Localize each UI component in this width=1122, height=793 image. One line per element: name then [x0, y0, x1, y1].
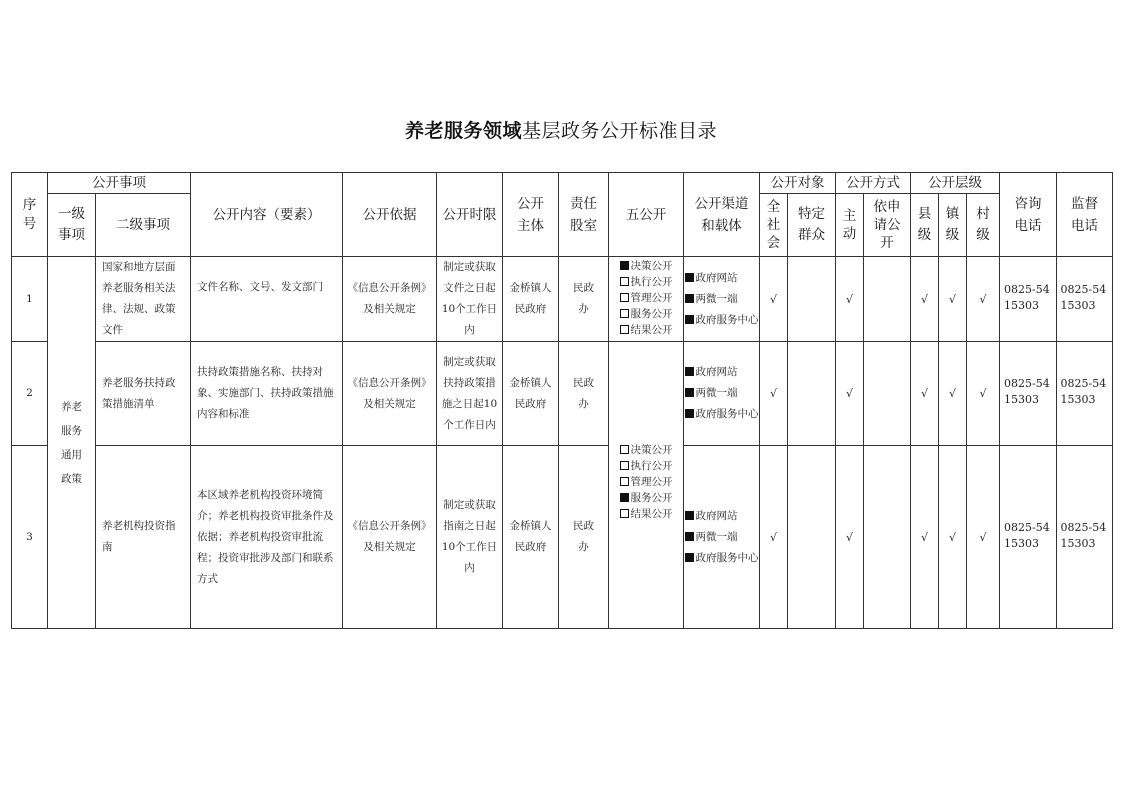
- header-basis: 公开依据: [343, 173, 437, 257]
- channel-item: 政府网站: [685, 268, 759, 289]
- header-second-level: 二级事项: [96, 194, 191, 257]
- check-county: √: [911, 257, 939, 342]
- five-open-item: [620, 506, 673, 522]
- subject: 金桥镇人民政府: [503, 446, 559, 629]
- supervise-tel: 0825-5415303: [1057, 257, 1113, 342]
- supervise-tel: 0825-5415303: [1057, 342, 1113, 446]
- channel-list: [684, 446, 760, 629]
- five-open-label: 管理公开: [630, 291, 673, 304]
- header-county: 县级: [911, 194, 939, 257]
- dept: 民政办: [559, 257, 609, 342]
- channel-item: 政府网站: [685, 506, 759, 527]
- unchecked-box-icon: [620, 277, 629, 286]
- content-elements: 扶持政策措施名称、扶持对象、实施部门、扶持政策措施内容和标准: [191, 342, 343, 446]
- check-all-society: √: [760, 342, 788, 446]
- header-village: 村级: [967, 194, 1000, 257]
- page-title: [0, 116, 1122, 143]
- five-open-list: [609, 257, 684, 342]
- first-level-item: 养老服务通用政策: [48, 257, 96, 629]
- five-open-item: [620, 458, 673, 474]
- five-open-label: 决策公开: [630, 444, 673, 456]
- channel-item: 政府网站: [685, 362, 759, 383]
- check-village: √: [967, 342, 1000, 446]
- table-row: [12, 257, 1113, 342]
- check-specific: [788, 446, 836, 629]
- header-on-request: 依申请公开: [864, 194, 911, 257]
- channel-list: [684, 342, 760, 446]
- checked-box-icon: [620, 493, 629, 502]
- header-five-open: 五公开: [609, 173, 684, 257]
- header-row-1: [12, 173, 1113, 194]
- check-all-society: √: [760, 257, 788, 342]
- five-open-item: [620, 274, 673, 290]
- title-rest-part: 基层政务公开标准目录: [522, 120, 718, 142]
- check-active: √: [836, 446, 864, 629]
- check-town: √: [939, 446, 967, 629]
- channel-list: [684, 257, 760, 342]
- header-active: 主动: [836, 194, 864, 257]
- second-level-item: 养老服务扶持政策措施清单: [96, 342, 191, 446]
- header-first-level: 一级事项: [48, 194, 96, 257]
- check-on-request: [864, 257, 911, 342]
- channel-item: 政府服务中心: [685, 310, 759, 331]
- title-bold-part: 养老服务领域: [404, 120, 522, 142]
- check-active: √: [836, 257, 864, 342]
- five-open-item: [620, 474, 673, 490]
- subject: 金桥镇人民政府: [503, 342, 559, 446]
- content-elements: 本区域养老机构投资环境简介；养老机构投资审批条件及依据；养老机构投资审批流程；投资审批涉及部门和联系方式: [191, 446, 343, 629]
- time-limit: 制定或获取扶持政策措施之日起10个工作日内: [437, 342, 503, 446]
- header-supervise-tel: 监督电话: [1057, 173, 1113, 257]
- channel-item: 两微一端: [685, 289, 759, 310]
- five-open-label: 结果公开: [630, 323, 673, 336]
- row-seq: 1: [12, 257, 48, 342]
- header-subject: 公开主体: [503, 173, 559, 257]
- check-active: √: [836, 342, 864, 446]
- row-seq: 2: [12, 342, 48, 446]
- basis: 《信息公开条例》及相关规定: [343, 342, 437, 446]
- five-open-label: 执行公开: [630, 275, 673, 288]
- header-seq: 序号: [12, 173, 48, 257]
- second-level-item: 养老机构投资指南: [96, 446, 191, 629]
- header-gongkai-shixiang: 公开事项: [48, 173, 191, 194]
- channel-item: 政府服务中心: [685, 404, 759, 425]
- channel-item: 两微一端: [685, 383, 759, 404]
- subject: 金桥镇人民政府: [503, 257, 559, 342]
- channel-item: 两微一端: [685, 527, 759, 548]
- consult-tel: 0825-5415303: [1000, 342, 1057, 446]
- supervise-tel: 0825-5415303: [1057, 446, 1113, 629]
- five-open-item: [620, 322, 673, 338]
- unchecked-box-icon: [620, 325, 629, 334]
- unchecked-box-icon: [620, 293, 629, 302]
- disclosure-catalog-table: [11, 172, 1113, 629]
- five-open-item: [620, 442, 673, 458]
- five-open-list: [609, 342, 684, 629]
- check-village: √: [967, 257, 1000, 342]
- basis: 《信息公开条例》及相关规定: [343, 446, 437, 629]
- check-specific: [788, 342, 836, 446]
- five-open-label: 服务公开: [630, 492, 673, 504]
- header-channels: 公开渠道和载体: [684, 173, 760, 257]
- consult-tel: 0825-5415303: [1000, 257, 1057, 342]
- table-row: [12, 446, 1113, 629]
- unchecked-box-icon: [620, 445, 629, 454]
- check-town: √: [939, 342, 967, 446]
- five-open-item: [620, 258, 673, 274]
- five-open-label: 结果公开: [630, 508, 673, 520]
- header-time-limit: 公开时限: [437, 173, 503, 257]
- header-specific-group: 特定群众: [788, 194, 836, 257]
- consult-tel: 0825-5415303: [1000, 446, 1057, 629]
- header-town: 镇级: [939, 194, 967, 257]
- header-all-society: 全社会: [760, 194, 788, 257]
- header-content: 公开内容（要素）: [191, 173, 343, 257]
- check-all-society: √: [760, 446, 788, 629]
- header-audience: 公开对象: [760, 173, 836, 194]
- five-open-item: [620, 490, 673, 506]
- header-level: 公开层级: [911, 173, 1000, 194]
- second-level-item: 国家和地方层面养老服务相关法律、法规、政策文件: [96, 257, 191, 342]
- unchecked-box-icon: [620, 477, 629, 486]
- five-open-label: 服务公开: [630, 307, 673, 320]
- content-elements: 文件名称、文号、发文部门: [191, 257, 343, 342]
- header-method: 公开方式: [836, 173, 911, 194]
- five-open-item: [620, 306, 673, 322]
- dept: 民政办: [559, 342, 609, 446]
- basis: 《信息公开条例》及相关规定: [343, 257, 437, 342]
- unchecked-box-icon: [620, 309, 629, 318]
- unchecked-box-icon: [620, 509, 629, 518]
- check-on-request: [864, 446, 911, 629]
- time-limit: 制定或获取指南之日起10个工作日内: [437, 446, 503, 629]
- check-county: √: [911, 342, 939, 446]
- check-county: √: [911, 446, 939, 629]
- header-consult-tel: 咨询电话: [1000, 173, 1057, 257]
- dept: 民政办: [559, 446, 609, 629]
- five-open-label: 管理公开: [630, 476, 673, 488]
- check-town: √: [939, 257, 967, 342]
- row-seq: 3: [12, 446, 48, 629]
- header-dept: 责任股室: [559, 173, 609, 257]
- check-specific: [788, 257, 836, 342]
- channel-item: 政府服务中心: [685, 548, 759, 569]
- five-open-item: [620, 290, 673, 306]
- five-open-label: 执行公开: [630, 460, 673, 472]
- time-limit: 制定或获取文件之日起10个工作日内: [437, 257, 503, 342]
- unchecked-box-icon: [620, 461, 629, 470]
- checked-box-icon: [620, 261, 629, 270]
- check-on-request: [864, 342, 911, 446]
- check-village: √: [967, 446, 1000, 629]
- five-open-label: 决策公开: [630, 259, 673, 272]
- table-row: [12, 342, 1113, 446]
